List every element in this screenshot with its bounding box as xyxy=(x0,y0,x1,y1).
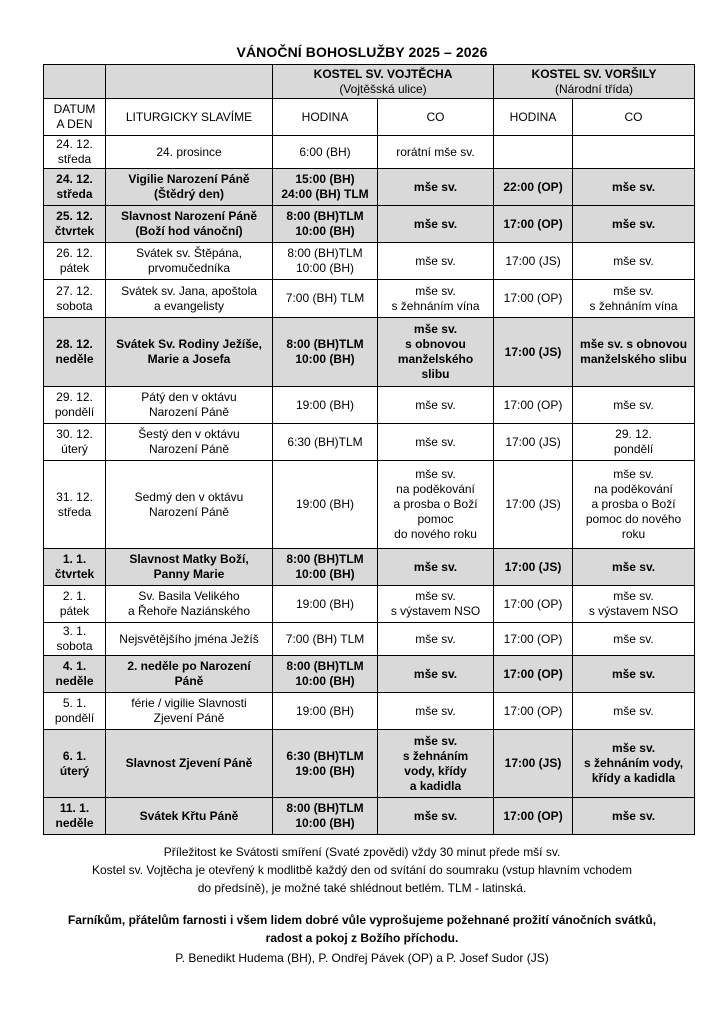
col-vojtech-what: CO xyxy=(378,99,494,136)
col-date: DATUM A DEN xyxy=(44,99,106,136)
row-liturgy: 24. prosince xyxy=(106,136,273,169)
wish-line-2: radost a pokoj z Božího příchodu. xyxy=(265,931,459,945)
row-vorsila-what: mše sv. xyxy=(573,387,695,424)
schedule-rows xyxy=(44,136,695,835)
row-vojtech-hour: 7:00 (BH) TLM xyxy=(273,280,378,318)
row-vorsila-hour: 17:00 (OP) xyxy=(494,206,573,243)
row-vojtech-hour: 8:00 (BH)TLM 10:00 (BH) xyxy=(273,206,378,243)
table-row xyxy=(44,318,695,387)
row-vorsila-what: mše sv. xyxy=(573,169,695,206)
row-vojtech-what: mše sv. xyxy=(378,656,494,693)
row-liturgy: Šestý den v oktávu Narození Páně xyxy=(106,424,273,461)
row-vojtech-what: mše sv. s obnovou manželského slibu xyxy=(378,318,494,387)
row-date: 4. 1. neděle xyxy=(44,656,106,693)
row-vojtech-hour: 19:00 (BH) xyxy=(273,693,378,730)
row-vorsila-hour: 17:00 (OP) xyxy=(494,656,573,693)
row-vorsila-hour: 17:00 (JS) xyxy=(494,461,573,549)
row-vojtech-hour: 7:00 (BH) TLM xyxy=(273,623,378,656)
church-vorsila-street: (Národní třída) xyxy=(555,81,634,96)
table-row xyxy=(44,387,695,424)
row-vorsila-hour: 17:00 (OP) xyxy=(494,586,573,623)
row-date: 26. 12. pátek xyxy=(44,243,106,280)
empty-header-cell xyxy=(44,65,106,99)
row-vojtech-hour: 8:00 (BH)TLM 10:00 (BH) xyxy=(273,318,378,387)
col-vorsila-what: CO xyxy=(573,99,695,136)
row-vorsila-what: mše sv. xyxy=(573,243,695,280)
row-liturgy: Slavnost Zjevení Páně xyxy=(106,730,273,798)
table-row xyxy=(44,461,695,549)
table-row xyxy=(44,623,695,656)
row-vorsila-hour: 17:00 (JS) xyxy=(494,424,573,461)
row-liturgy: Vigilie Narození Páně (Štědrý den) xyxy=(106,169,273,206)
row-vorsila-hour: 17:00 (OP) xyxy=(494,798,573,835)
row-date: 1. 1. čtvrtek xyxy=(44,549,106,586)
table-row xyxy=(44,730,695,798)
row-liturgy: Svátek Sv. Rodiny Ježíše, Marie a Josefa xyxy=(106,318,273,387)
row-date: 31. 12. středa xyxy=(44,461,106,549)
row-liturgy: Slavnost Matky Boží, Panny Marie xyxy=(106,549,273,586)
table-row xyxy=(44,586,695,623)
row-date: 6. 1. úterý xyxy=(44,730,106,798)
row-vorsila-hour: 17:00 (JS) xyxy=(494,318,573,387)
page-title: VÁNOČNÍ BOHOSLUŽBY 2025 – 2026 xyxy=(236,44,488,60)
row-vojtech-what: mše sv. s výstavem NSO xyxy=(378,586,494,623)
table-row xyxy=(44,136,695,169)
row-vojtech-what: mše sv. xyxy=(378,424,494,461)
church-vorsila-name: KOSTEL SV. VORŠILY xyxy=(531,66,657,81)
row-date: 24. 12. středa xyxy=(44,169,106,206)
row-date: 29. 12. pondělí xyxy=(44,387,106,424)
row-vojtech-hour: 8:00 (BH)TLM 10:00 (BH) xyxy=(273,243,378,280)
schedule-table xyxy=(43,64,695,835)
row-vorsila-what: mše sv. s obnovou manželského slibu xyxy=(573,318,695,387)
table-row xyxy=(44,798,695,835)
row-vorsila-what xyxy=(573,136,695,169)
table-row xyxy=(44,656,695,693)
row-vorsila-what: mše sv. xyxy=(573,656,695,693)
row-vorsila-hour: 17:00 (JS) xyxy=(494,549,573,586)
row-liturgy: Sv. Basila Velikého a Řehoře Naziánského xyxy=(106,586,273,623)
row-vorsila-what: mše sv. na poděkování a prosba o Boží pomoc do nového roku xyxy=(573,461,695,549)
table-row xyxy=(44,206,695,243)
row-vorsila-what: mše sv. s žehnáním vody, křídy a kadidla xyxy=(573,730,695,798)
row-vojtech-what: mše sv. xyxy=(378,387,494,424)
row-liturgy: férie / vigilie Slavnosti Zjevení Páně xyxy=(106,693,273,730)
table-row xyxy=(44,424,695,461)
table-row xyxy=(44,243,695,280)
col-vorsila-hour: HODINA xyxy=(494,99,573,136)
row-vojtech-hour: 6:30 (BH)TLM 19:00 (BH) xyxy=(273,730,378,798)
row-vorsila-hour: 17:00 (OP) xyxy=(494,387,573,424)
row-liturgy: Svátek Křtu Páně xyxy=(106,798,273,835)
row-vorsila-hour: 22:00 (OP) xyxy=(494,169,573,206)
row-vorsila-hour: 17:00 (OP) xyxy=(494,623,573,656)
row-date: 30. 12. úterý xyxy=(44,424,106,461)
row-vojtech-hour: 19:00 (BH) xyxy=(273,586,378,623)
table-row xyxy=(44,280,695,318)
wish-line-1: Farníkům, přátelům farnosti i všem lidem dobré vůle vyprošujeme požehnané prožití vánočních svátků, xyxy=(67,913,657,927)
table-row xyxy=(44,169,695,206)
row-vorsila-hour: 17:00 (JS) xyxy=(494,243,573,280)
row-vorsila-what: mše sv. xyxy=(573,693,695,730)
row-vojtech-what: mše sv. na poděkování a prosba o Boží pomoc do nového roku xyxy=(378,461,494,549)
row-date: 5. 1. pondělí xyxy=(44,693,106,730)
church-open-note: Kostel sv. Vojtěcha je otevřený k modlitbě každý den od svítání do soumraku (vstup hlavním vchodem xyxy=(91,863,633,877)
table-row xyxy=(44,549,695,586)
row-vojtech-what: rorátní mše sv. xyxy=(378,136,494,169)
row-date: 28. 12. neděle xyxy=(44,318,106,387)
church-open-note-2: do předsíně), je možné také shlédnout betlém. TLM - latinská. xyxy=(197,881,527,895)
row-vojtech-what: mše sv. xyxy=(378,206,494,243)
col-liturgy: LITURGICKY SLAVÍME xyxy=(106,99,273,136)
row-vorsila-what: mše sv. xyxy=(573,798,695,835)
empty-header-cell xyxy=(106,65,273,99)
row-vojtech-what: mše sv. xyxy=(378,549,494,586)
row-liturgy: Sedmý den v oktávu Narození Páně xyxy=(106,461,273,549)
row-vojtech-what: mše sv. xyxy=(378,243,494,280)
row-vorsila-hour: 17:00 (OP) xyxy=(494,280,573,318)
church-vojtech-name: KOSTEL SV. VOJTĚCHA xyxy=(313,66,453,81)
row-vojtech-what: mše sv. xyxy=(378,623,494,656)
row-liturgy: Pátý den v oktávu Narození Páně xyxy=(106,387,273,424)
row-vojtech-what: mše sv. s žehnáním vody, křídy a kadidla xyxy=(378,730,494,798)
row-liturgy: Slavnost Narození Páně (Boží hod vánoční) xyxy=(106,206,273,243)
row-date: 25. 12. čtvrtek xyxy=(44,206,106,243)
row-vorsila-what: mše sv. xyxy=(573,206,695,243)
row-vorsila-what: 29. 12. pondělí xyxy=(573,424,695,461)
column-header-row xyxy=(44,99,695,136)
row-liturgy: Svátek sv. Štěpána, prvomučedníka xyxy=(106,243,273,280)
row-vojtech-hour: 19:00 (BH) xyxy=(273,461,378,549)
row-vorsila-hour: 17:00 (JS) xyxy=(494,730,573,798)
row-vojtech-hour: 6:30 (BH)TLM xyxy=(273,424,378,461)
row-vojtech-what: mše sv. xyxy=(378,693,494,730)
row-date: 2. 1. pátek xyxy=(44,586,106,623)
row-vorsila-what: mše sv. xyxy=(573,549,695,586)
row-date: 27. 12. sobota xyxy=(44,280,106,318)
church-vojtech-street: (Vojtěšská ulice) xyxy=(339,81,427,96)
row-vojtech-hour: 6:00 (BH) xyxy=(273,136,378,169)
church-header-row xyxy=(44,65,695,99)
row-vorsila-hour xyxy=(494,136,573,169)
row-vorsila-what: mše sv. s žehnáním vína xyxy=(573,280,695,318)
row-vorsila-what: mše sv. xyxy=(573,623,695,656)
row-vojtech-hour: 8:00 (BH)TLM 10:00 (BH) xyxy=(273,798,378,835)
col-vojtech-hour: HODINA xyxy=(273,99,378,136)
priests-line: P. Benedikt Hudema (BH), P. Ondřej Pávek (OP) a P. Josef Sudor (JS) xyxy=(175,951,549,965)
row-liturgy: Svátek sv. Jana, apoštola a evangelisty xyxy=(106,280,273,318)
row-vojtech-hour: 19:00 (BH) xyxy=(273,387,378,424)
row-vojtech-hour: 15:00 (BH) 24:00 (BH) TLM xyxy=(273,169,378,206)
row-date: 11. 1. neděle xyxy=(44,798,106,835)
row-liturgy: 2. neděle po Narození Páně xyxy=(106,656,273,693)
confession-note: Příležitost ke Svátosti smíření (Svaté zpovědi) vždy 30 minut přede mší sv. xyxy=(163,845,561,859)
row-date: 24. 12. středa xyxy=(44,136,106,169)
row-vojtech-hour: 8:00 (BH)TLM 10:00 (BH) xyxy=(273,656,378,693)
church-vorsila-header xyxy=(494,65,695,99)
row-vojtech-what: mše sv. xyxy=(378,169,494,206)
row-vojtech-what: mše sv. s žehnáním vína xyxy=(378,280,494,318)
church-vojtech-header xyxy=(273,65,494,99)
row-vojtech-hour: 8:00 (BH)TLM 10:00 (BH) xyxy=(273,549,378,586)
table-row xyxy=(44,693,695,730)
row-vorsila-hour: 17:00 (OP) xyxy=(494,693,573,730)
row-date: 3. 1. sobota xyxy=(44,623,106,656)
row-vojtech-what: mše sv. xyxy=(378,798,494,835)
row-liturgy: Nejsvětějšího jména Ježíš xyxy=(106,623,273,656)
row-vorsila-what: mše sv. s výstavem NSO xyxy=(573,586,695,623)
